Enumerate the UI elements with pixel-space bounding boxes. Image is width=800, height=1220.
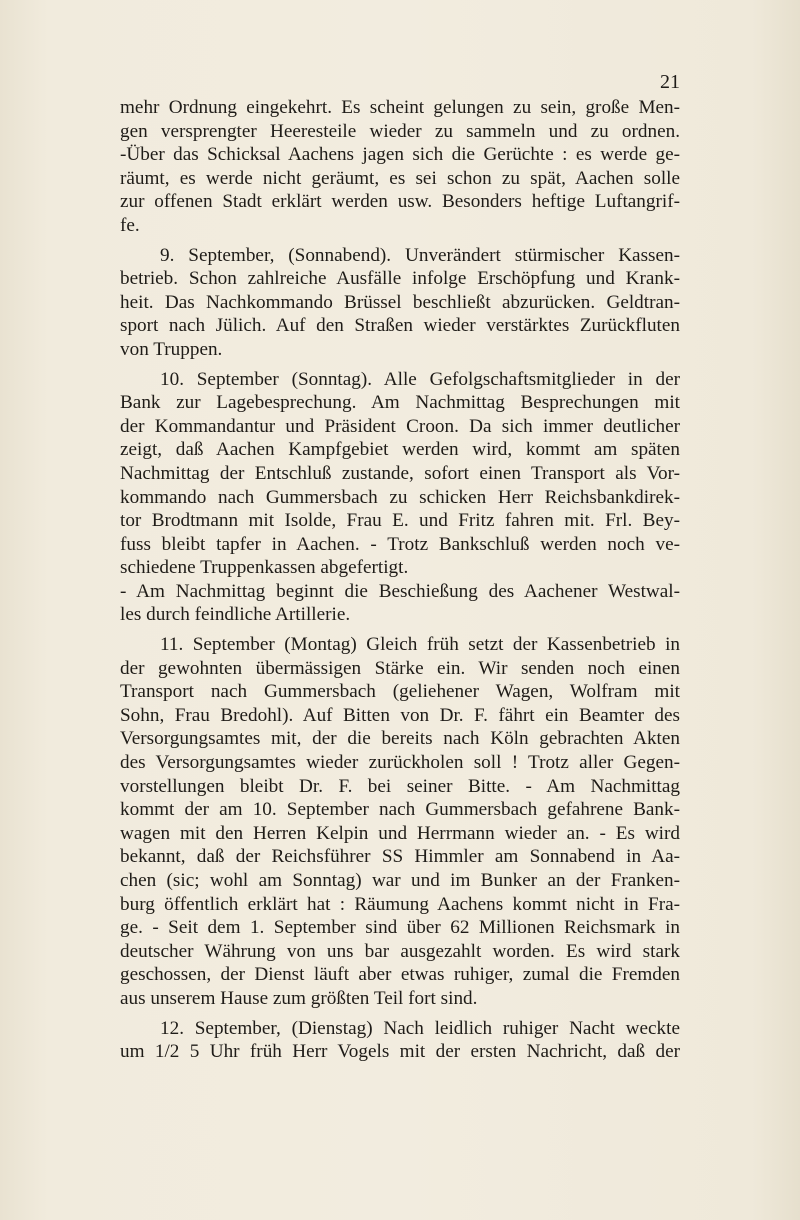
paragraph-sept-11	[120, 633, 680, 1011]
body-text	[120, 96, 680, 1070]
text-line: 9. September, (Sonnabend). Unverändert stürmischer Kassen-	[160, 244, 680, 266]
text-line: mehr Ordnung eingekehrt. Es scheint gelungen zu sein, große Men-	[120, 97, 680, 118]
text-line: zur offenen Stadt erklärt werden usw. Besonders heftige Luftangrif-	[120, 191, 680, 213]
text-line: des Versorgungsamtes wieder zurückholen soll ! Trotz aller Gegen-	[120, 752, 680, 774]
page-number: 21	[660, 71, 680, 93]
text-line: Nachmittag der Entschluß zustande, sofort einen Transport als Vor-	[120, 462, 680, 484]
text-line: zeigt, daß Aachen Kampfgebiet werden wird, kommt am späten	[120, 439, 680, 461]
paragraph-sept-9	[120, 244, 680, 362]
text-line: kommt der am 10. September nach Gummersbach gefahrene Bank-	[120, 799, 680, 821]
text-line: burg öffentlich erklärt hat : Räumung Aachens kommt nicht in Fra-	[120, 893, 680, 915]
text-line: 11. September (Montag) Gleich früh setzt der Kassenbetrieb in	[160, 634, 680, 656]
text-line: 10. September (Sonntag). Alle Gefolgschaftsmitglieder in der	[160, 368, 680, 390]
text-line: der gewohnten übermässigen Stärke ein. Wir senden noch einen	[120, 657, 680, 679]
text-line: kommando nach Gummersbach zu schicken Herr Reichsbankdirek-	[120, 486, 680, 508]
text-line: fe.	[120, 214, 140, 236]
paragraph-sept-12	[120, 1017, 680, 1064]
text-line: Transport nach Gummersbach (geliehener Wagen, Wolfram mit	[120, 681, 680, 703]
text-line: um 1/2 5 Uhr früh Herr Vogels mit der ersten Nachricht, daß der	[120, 1041, 680, 1063]
text-line: vorstellungen bleibt Dr. F. bei seiner Bitte. - Am Nachmittag	[120, 775, 680, 797]
text-line: räumt, es werde nicht geräumt, es sei schon zu spät, Aachen solle	[120, 167, 680, 189]
text-line: von Truppen.	[120, 338, 223, 360]
text-line: fuss bleibt tapfer in Aachen. - Trotz Bankschluß werden noch ve-	[120, 533, 680, 555]
text-line: heit. Das Nachkommando Brüssel beschließt abzurücken. Geldtran-	[120, 291, 680, 313]
text-line: wagen mit den Herren Kelpin und Herrmann wieder an. - Es wird	[120, 822, 680, 844]
text-line: Versorgungsamtes mit, der die bereits nach Köln gebrachten Akten	[120, 728, 680, 750]
text-line: schiedene Truppenkassen abgefertigt.	[120, 557, 409, 579]
text-line: Sohn, Frau Bredohl). Auf Bitten von Dr. F. fährt ein Beamter des	[120, 704, 680, 726]
text-line: der Kommandantur und Präsident Croon. Da sich immer deutlicher	[120, 415, 680, 437]
text-line: les durch feindliche Artillerie.	[120, 604, 351, 626]
paragraph-intro	[120, 96, 680, 238]
text-line: geschossen, der Dienst läuft aber etwas ruhiger, zumal die Fremden	[120, 964, 680, 986]
text-line: 12. September, (Dienstag) Nach leidlich ruhiger Nacht weckte	[160, 1017, 680, 1039]
text-line: sport nach Jülich. Auf den Straßen wieder verstärktes Zurückfluten	[120, 315, 680, 337]
paragraph-sept-10	[120, 368, 680, 628]
text-line: Bank zur Lagebesprechung. Am Nachmittag Besprechungen mit	[120, 392, 680, 414]
text-line: chen (sic; wohl am Sonntag) war und im Bunker an der Franken-	[120, 870, 680, 891]
text-line: aus unserem Hause zum größten Teil fort sind.	[120, 987, 478, 1009]
text-line: betrieb. Schon zahlreiche Ausfälle infolge Erschöpfung und Krank-	[120, 268, 680, 290]
text-line: tor Brodtmann mit Isolde, Frau E. und Fritz fahren mit. Frl. Bey-	[120, 510, 680, 532]
text-line: deutscher Währung von uns bar ausgezahlt worden. Es wird stark	[120, 940, 680, 962]
text-line: gen versprengter Heeresteile wieder zu sammeln und zu ordnen.	[120, 120, 680, 142]
text-line: bekannt, daß der Reichsführer SS Himmler am Sonnabend in Aa-	[120, 846, 680, 868]
text-line: - Am Nachmittag beginnt die Beschießung des Aachener Westwal-	[120, 580, 680, 602]
text-line: -Über das Schicksal Aachens jagen sich die Gerüchte : es werde ge-	[120, 144, 680, 166]
text-line: ge. - Seit dem 1. September sind über 62 Millionen Reichsmark in	[120, 917, 680, 939]
